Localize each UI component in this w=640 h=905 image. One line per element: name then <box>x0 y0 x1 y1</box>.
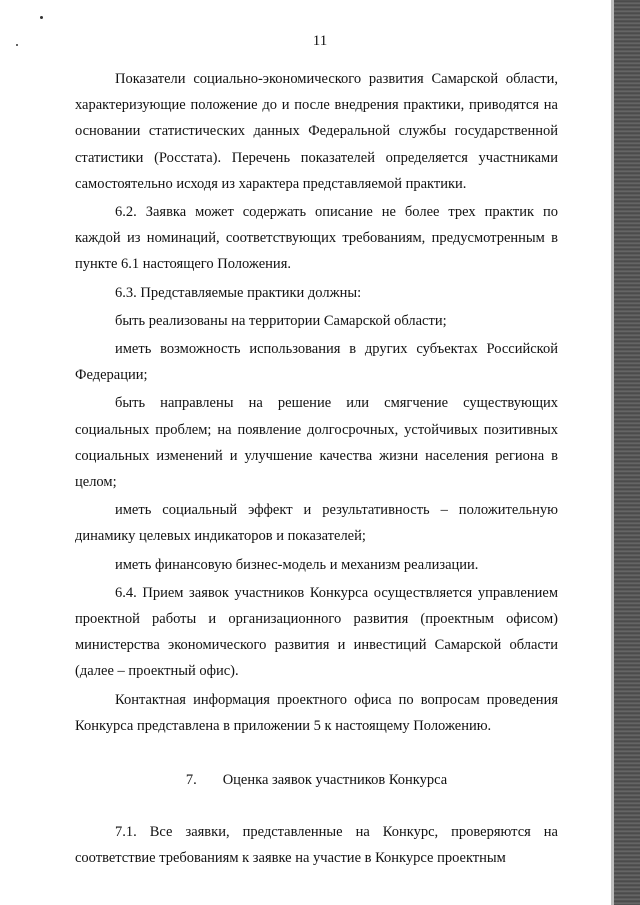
paragraph-6-3: 6.3. Представляемые практики должны: <box>115 284 362 301</box>
paragraph-contact-info: Контактная информация проектного офиса по вопросам проведения Конкурса представлена в приложении 5 к настоящему Положению. <box>75 691 558 734</box>
scan-edge <box>614 0 640 905</box>
list-item-territory: быть реализованы на территории Самарской области; <box>115 312 447 329</box>
page-number: 11 <box>312 33 328 49</box>
paragraph-6-2: 6.2. Заявка может содержать описание не более трех практик по каждой из номинаций, соответствующих требованиям, предусмотренным в пункте 6.1 настоящего Положения. <box>75 204 558 273</box>
list-item-other-regions: иметь возможность использования в других субъектах Российской Федерации; <box>75 341 558 384</box>
document-body <box>75 66 558 871</box>
list-item-social-effect: иметь социальный эффект и результативность – положительную динамику целевых индикаторов и показателей; <box>75 502 558 545</box>
section-heading <box>75 767 558 793</box>
paragraph-7-1: 7.1. Все заявки, представленные на Конкурс, проверяются на соответствие требованиям к заявке на участие в Конкурсе проектным <box>75 824 558 867</box>
paragraph-6-4: 6.4. Прием заявок участников Конкурса осуществляется управлением проектной работы и организационного развития (проектным офисом) министерства экономического развития и инвестиций Самарской области (далее – проектный офис). <box>75 584 558 680</box>
section-title: Оценка заявок участников Конкурса <box>222 772 448 789</box>
paragraph-statistics: Показатели социально-экономического развития Самарской области, характеризующие положение до и после внедрения практики, приводятся на основании статистических данных Федеральной службы государственной статистики (Росстата). Перечень показателей определяется участниками самостоятельно исходя из характера представляемой практики. <box>75 71 558 192</box>
section-number: 7. <box>185 772 197 789</box>
scan-speck <box>40 16 43 19</box>
list-item-business-model: иметь финансовую бизнес-модель и механизм реализации. <box>115 556 479 573</box>
list-item-social-problems: быть направлены на решение или смягчение существующих социальных проблем; на появление долгосрочных, устойчивых позитивных социальных изменений и улучшение качества жизни населения региона в целом; <box>75 395 558 491</box>
